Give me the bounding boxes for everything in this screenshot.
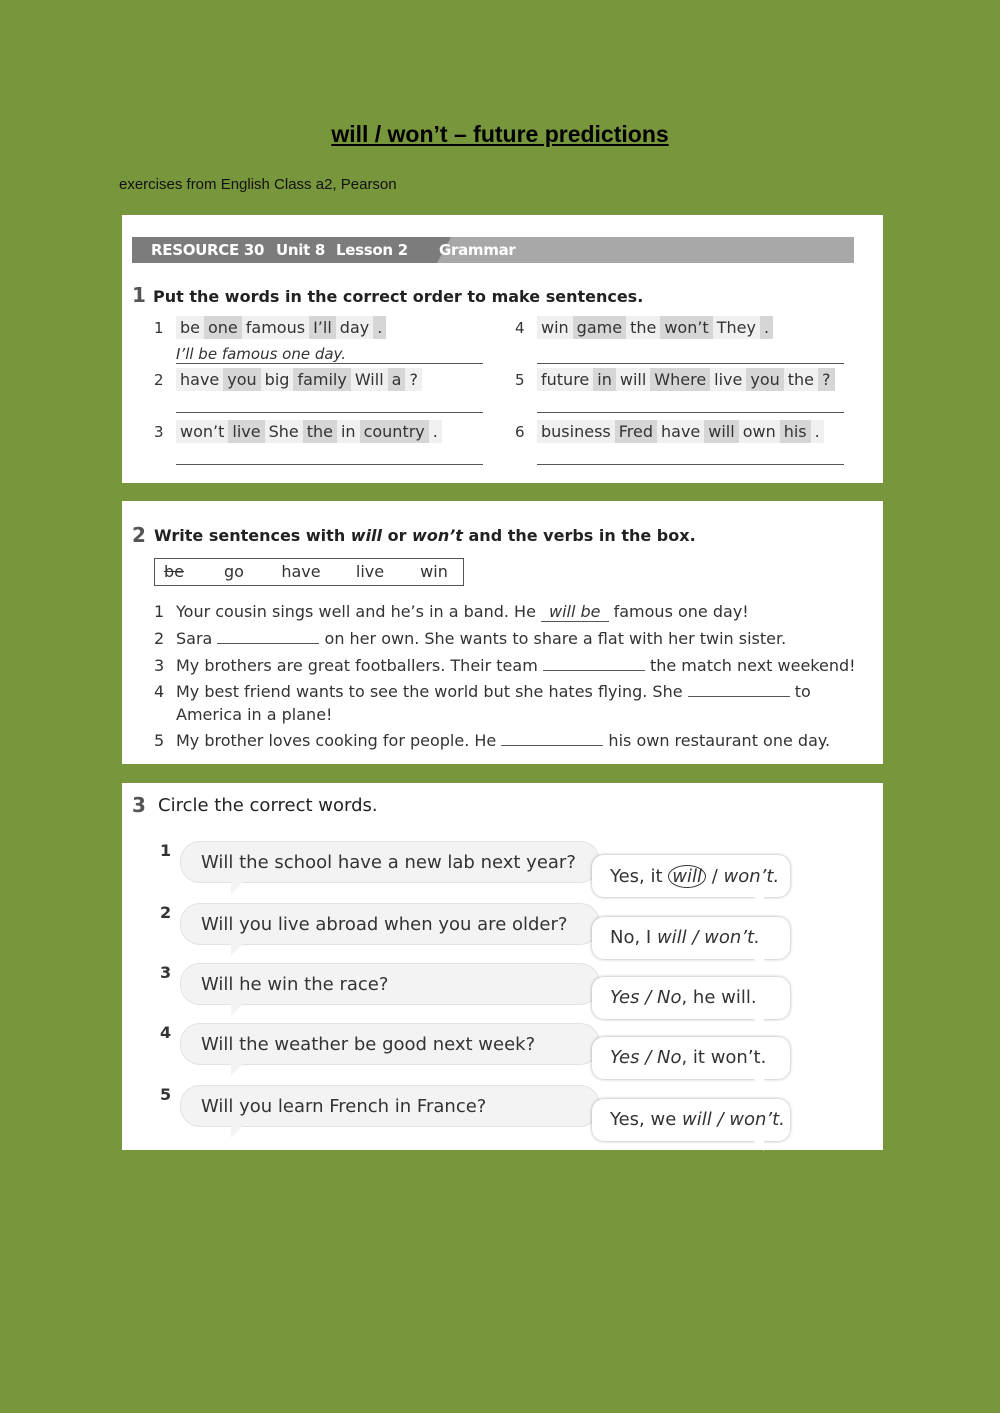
page-subtitle: exercises from English Class a2, Pearson <box>119 176 397 193</box>
exercise-instruction: Circle the correct words. <box>158 795 378 816</box>
answer-bubble[interactable]: No, I will / won’t. <box>592 917 790 959</box>
word-chip[interactable]: live <box>228 420 264 443</box>
ex2-sentence: 4 My best friend wants to see the world but she hates flying. She to <box>154 682 811 701</box>
word-chip[interactable]: be <box>180 318 200 337</box>
ex2-sentence: 5 My brother loves cooking for people. He his own restaurant one day. <box>154 731 831 750</box>
word-chip[interactable]: They <box>716 318 756 337</box>
word-chip[interactable]: business <box>541 422 611 441</box>
exercise-2-panel <box>122 501 883 764</box>
word-chip[interactable]: one <box>204 316 242 339</box>
verb-word: win <box>420 562 448 581</box>
answer-blank[interactable] <box>217 630 319 644</box>
circled-answer: will <box>668 865 706 888</box>
verb-word: go <box>224 562 244 581</box>
word-chip[interactable]: She <box>268 422 299 441</box>
word-chip[interactable]: his <box>780 420 811 443</box>
word-chip[interactable]: . <box>814 422 820 441</box>
word-chip[interactable]: ? <box>818 368 835 391</box>
answer-blank[interactable] <box>543 657 645 671</box>
exercise-instruction: Put the words in the correct order to make sentences. <box>153 287 644 306</box>
ex2-sentence: 3 My brothers are great footballers. Their team the match next weekend! <box>154 656 856 675</box>
word-chip[interactable]: family <box>293 368 350 391</box>
word-chip[interactable]: . <box>373 316 386 339</box>
exercise-number: 1 <box>132 283 146 307</box>
answer-blank[interactable] <box>688 683 790 697</box>
word-chip[interactable]: in <box>593 368 616 391</box>
word-chip[interactable]: in <box>340 422 356 441</box>
word-chip[interactable]: . <box>432 422 438 441</box>
question-bubble: Will he win the race? <box>180 963 600 1005</box>
ex2-sentence: 2 Sara on her own. She wants to share a flat with her twin sister. <box>154 629 787 648</box>
question-bubble: Will you learn French in France? <box>180 1085 600 1127</box>
resource-label: RESOURCE 30 <box>151 241 265 259</box>
answer-line[interactable] <box>537 363 844 364</box>
word-chip[interactable]: country <box>360 420 429 443</box>
answer-line[interactable] <box>537 412 844 413</box>
word-chip[interactable]: live <box>714 370 743 389</box>
word-chip[interactable]: have <box>180 370 220 389</box>
word-chip[interactable]: won’t <box>660 316 712 339</box>
exercise-number: 3 <box>132 793 146 817</box>
ex2-sentence-continued: America in a plane! <box>176 705 333 724</box>
word-chip[interactable]: a <box>388 368 406 391</box>
question-bubble: Will the school have a new lab next year? <box>180 841 600 883</box>
word-chip[interactable]: will <box>619 370 647 389</box>
page-title: will / won’t – future predictions <box>331 121 669 147</box>
verb-word: be <box>164 562 184 581</box>
question-bubble: Will you live abroad when you are older? <box>180 903 600 945</box>
question-bubble: Will the weather be good next week? <box>180 1023 600 1065</box>
unit-label: Unit 8 <box>276 241 326 259</box>
word-chip[interactable]: . <box>760 316 773 339</box>
word-chip[interactable]: day <box>339 318 370 337</box>
lesson-label: Lesson 2 <box>336 241 408 259</box>
verb-box <box>154 558 464 586</box>
word-chip[interactable]: ? <box>409 370 418 389</box>
word-chip[interactable]: you <box>746 368 783 391</box>
answer-bubble[interactable]: Yes / No, he will. <box>592 977 790 1019</box>
exercise-number: 2 <box>132 523 146 547</box>
answer-bubble[interactable]: Yes, we will / won’t. <box>592 1099 790 1141</box>
answer-bubble[interactable]: Yes, it will / won’t. <box>592 855 790 897</box>
word-chip[interactable]: famous <box>245 318 306 337</box>
word-chip[interactable]: win <box>541 318 569 337</box>
word-chip[interactable]: big <box>264 370 290 389</box>
word-chip[interactable]: Where <box>650 368 710 391</box>
answer-line[interactable] <box>176 412 483 413</box>
word-chip[interactable]: won’t <box>180 422 225 441</box>
word-chip[interactable]: I’ll <box>309 316 336 339</box>
word-chip[interactable]: the <box>303 420 337 443</box>
section-label: Grammar <box>439 241 516 259</box>
ex2-sentence: 1 Your cousin sings well and he’s in a band. He will be famous one day! <box>154 602 749 621</box>
exercise-3-panel: 3 Circle the correct words. 1 Will the school have a new lab next year? Yes, it will / won’t. 2 Will you live abroad when you are older? No, I will / won’t. 3 Will he win the race? Yes / No, he will. 4 Will the weather be good next week? Yes / No, it won’t. 5 Will you learn French in France? Yes, we will / won’t. <box>122 783 883 1150</box>
resource-header <box>132 237 854 263</box>
answer-line[interactable] <box>537 464 844 465</box>
word-chip[interactable]: game <box>573 316 626 339</box>
answer-blank[interactable] <box>501 732 603 746</box>
verb-word: live <box>355 562 385 581</box>
verb-word: have <box>281 562 321 581</box>
word-chip[interactable]: Will <box>354 370 384 389</box>
exercise-instruction: Write sentences with will or won’t and the verbs in the box. <box>154 526 696 545</box>
answer-line[interactable] <box>176 464 483 465</box>
filled-answer: will be <box>541 602 609 622</box>
word-chip[interactable]: have <box>661 422 701 441</box>
word-chip[interactable]: the <box>787 370 815 389</box>
word-chip[interactable]: own <box>742 422 776 441</box>
word-chip[interactable]: Fred <box>615 420 657 443</box>
word-chip[interactable]: you <box>223 368 260 391</box>
word-chip[interactable]: will <box>704 420 738 443</box>
word-chip[interactable]: the <box>630 318 657 337</box>
exercise-1-panel: RESOURCE 30 Unit 8 Lesson 2 Grammar 1 Put the words in the correct order to make sentences. 1 be one famous I’ll day . I’ll be famous one day. 2 have you big family Will a ? 3 won’t live She the in country . 4 win game the won’t They . 5 future in will Where live you the ? 6 business Fred have will own his . <box>122 215 883 483</box>
example-answer: I’ll be famous one day. <box>176 345 347 363</box>
answer-bubble[interactable]: Yes / No, it won’t. <box>592 1037 790 1079</box>
word-chip[interactable]: future <box>541 370 590 389</box>
